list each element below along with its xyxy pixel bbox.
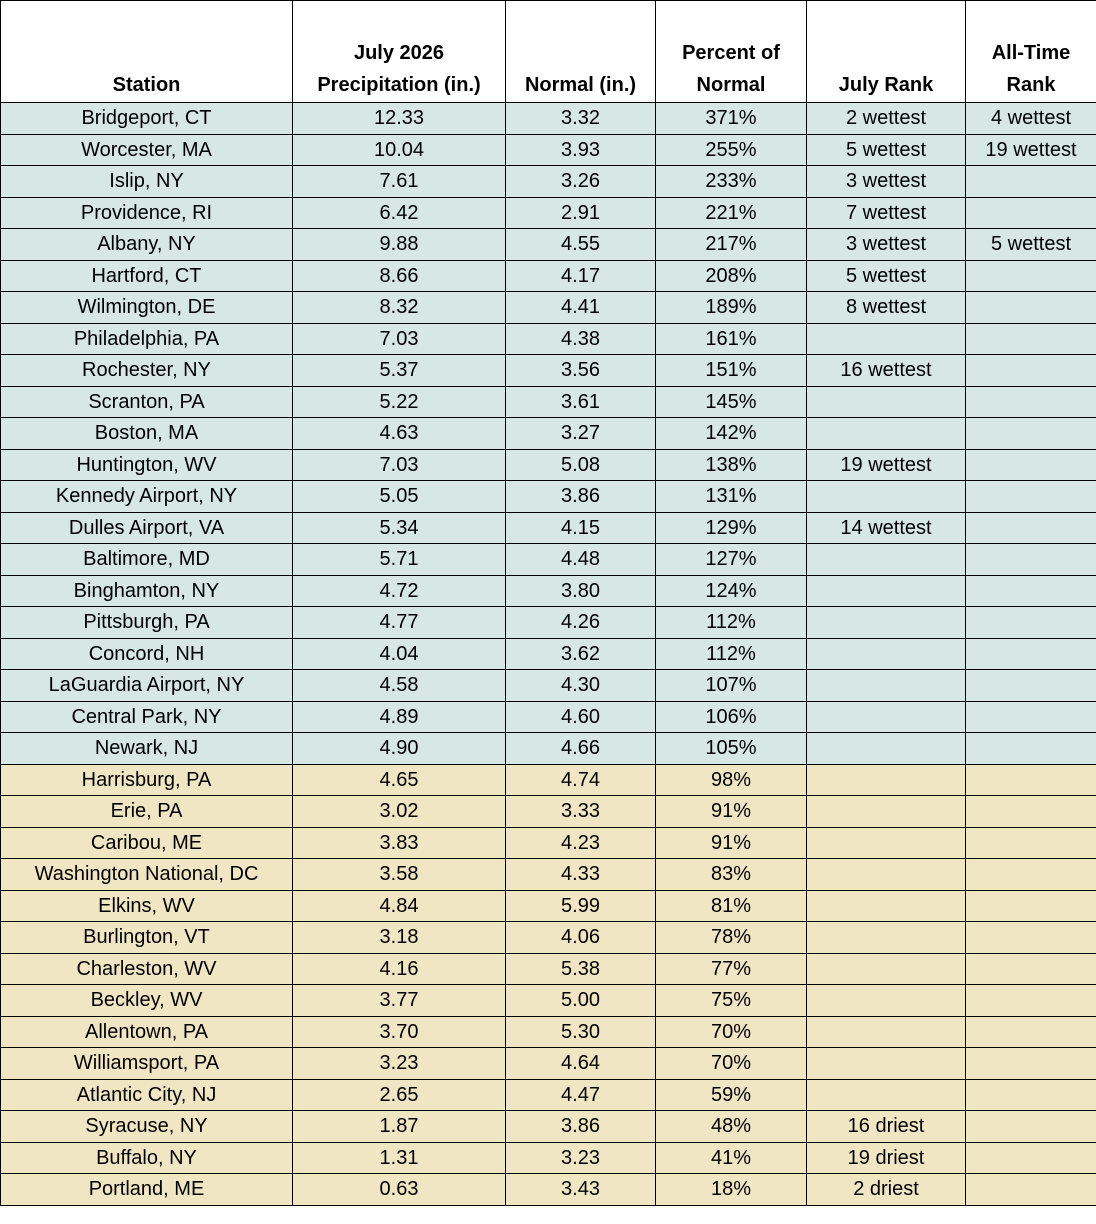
all-time-rank-cell [966, 575, 1096, 607]
table-row [1, 733, 1096, 765]
table-row [1, 796, 1096, 828]
july-rank-cell [807, 575, 966, 607]
all-time-rank-cell [966, 607, 1096, 639]
precipitation-cell: 2.65 [293, 1079, 506, 1111]
normal-cell: 3.56 [506, 355, 656, 387]
july-rank-cell [807, 764, 966, 796]
table-row [1, 701, 1096, 733]
all-time-rank-cell [966, 544, 1096, 576]
table-row [1, 292, 1096, 324]
normal-cell: 4.15 [506, 512, 656, 544]
normal-cell: 3.61 [506, 386, 656, 418]
station-cell: Caribou, ME [1, 827, 293, 859]
percent-of-normal-cell: 208% [656, 260, 807, 292]
normal-cell: 4.17 [506, 260, 656, 292]
all-time-rank-cell [966, 953, 1096, 985]
header-precipitation [293, 1, 506, 103]
july-rank-cell [807, 922, 966, 954]
normal-cell: 4.64 [506, 1048, 656, 1080]
precipitation-cell: 9.88 [293, 229, 506, 261]
percent-of-normal-cell: 221% [656, 197, 807, 229]
july-rank-cell: 8 wettest [807, 292, 966, 324]
normal-cell: 4.33 [506, 859, 656, 891]
station-cell: Burlington, VT [1, 922, 293, 954]
table-row [1, 1174, 1096, 1206]
precipitation-cell: 8.66 [293, 260, 506, 292]
normal-cell: 5.08 [506, 449, 656, 481]
header-precip-line2: Precipitation (in.) [317, 74, 481, 96]
percent-of-normal-cell: 91% [656, 796, 807, 828]
july-rank-cell: 5 wettest [807, 260, 966, 292]
percent-of-normal-cell: 129% [656, 512, 807, 544]
table-row [1, 607, 1096, 639]
normal-cell: 5.30 [506, 1016, 656, 1048]
table-row [1, 260, 1096, 292]
july-rank-cell: 3 wettest [807, 229, 966, 261]
july-rank-cell: 5 wettest [807, 134, 966, 166]
precipitation-cell: 8.32 [293, 292, 506, 324]
station-cell: Rochester, NY [1, 355, 293, 387]
table-row [1, 103, 1096, 135]
july-rank-cell [807, 323, 966, 355]
table-row [1, 418, 1096, 450]
all-time-rank-cell [966, 197, 1096, 229]
normal-cell: 3.86 [506, 481, 656, 513]
normal-cell: 3.93 [506, 134, 656, 166]
precipitation-cell: 5.22 [293, 386, 506, 418]
all-time-rank-cell [966, 166, 1096, 198]
table-row [1, 1142, 1096, 1174]
percent-of-normal-cell: 112% [656, 607, 807, 639]
table-row [1, 1079, 1096, 1111]
station-cell: Boston, MA [1, 418, 293, 450]
normal-cell: 5.00 [506, 985, 656, 1017]
all-time-rank-cell [966, 418, 1096, 450]
july-rank-cell [807, 1048, 966, 1080]
station-cell: Wilmington, DE [1, 292, 293, 324]
percent-of-normal-cell: 138% [656, 449, 807, 481]
station-cell: Charleston, WV [1, 953, 293, 985]
station-cell: Newark, NJ [1, 733, 293, 765]
all-time-rank-cell [966, 481, 1096, 513]
table-row [1, 953, 1096, 985]
july-rank-cell [807, 544, 966, 576]
precipitation-cell: 3.77 [293, 985, 506, 1017]
normal-cell: 4.06 [506, 922, 656, 954]
table-row [1, 323, 1096, 355]
july-rank-cell [807, 733, 966, 765]
precipitation-cell: 4.16 [293, 953, 506, 985]
station-cell: LaGuardia Airport, NY [1, 670, 293, 702]
all-time-rank-cell [966, 922, 1096, 954]
percent-of-normal-cell: 142% [656, 418, 807, 450]
station-cell: Philadelphia, PA [1, 323, 293, 355]
all-time-rank-cell [966, 638, 1096, 670]
normal-cell: 3.27 [506, 418, 656, 450]
all-time-rank-cell [966, 764, 1096, 796]
precipitation-cell: 10.04 [293, 134, 506, 166]
july-rank-cell: 3 wettest [807, 166, 966, 198]
precipitation-cell: 3.70 [293, 1016, 506, 1048]
station-cell: Erie, PA [1, 796, 293, 828]
precipitation-cell: 5.71 [293, 544, 506, 576]
percent-of-normal-cell: 41% [656, 1142, 807, 1174]
percent-of-normal-cell: 112% [656, 638, 807, 670]
all-time-rank-cell [966, 260, 1096, 292]
july-rank-cell [807, 701, 966, 733]
normal-cell: 5.99 [506, 890, 656, 922]
precipitation-cell: 4.77 [293, 607, 506, 639]
percent-of-normal-cell: 59% [656, 1079, 807, 1111]
normal-cell: 4.55 [506, 229, 656, 261]
precipitation-cell: 3.02 [293, 796, 506, 828]
percent-of-normal-cell: 18% [656, 1174, 807, 1206]
july-rank-cell: 16 driest [807, 1111, 966, 1143]
percent-of-normal-cell: 189% [656, 292, 807, 324]
precipitation-cell: 5.34 [293, 512, 506, 544]
precipitation-cell: 1.31 [293, 1142, 506, 1174]
normal-cell: 2.91 [506, 197, 656, 229]
station-cell: Bridgeport, CT [1, 103, 293, 135]
station-cell: Harrisburg, PA [1, 764, 293, 796]
normal-cell: 3.80 [506, 575, 656, 607]
normal-cell: 4.23 [506, 827, 656, 859]
july-rank-cell: 7 wettest [807, 197, 966, 229]
table-row [1, 449, 1096, 481]
percent-of-normal-cell: 131% [656, 481, 807, 513]
station-cell: Atlantic City, NJ [1, 1079, 293, 1111]
header-alltime-line2: Rank [1006, 74, 1056, 96]
normal-cell: 4.30 [506, 670, 656, 702]
table-row [1, 1111, 1096, 1143]
normal-cell: 3.43 [506, 1174, 656, 1206]
july-rank-cell [807, 827, 966, 859]
station-cell: Concord, NH [1, 638, 293, 670]
table-row [1, 575, 1096, 607]
table-row [1, 670, 1096, 702]
table-row [1, 890, 1096, 922]
normal-cell: 4.74 [506, 764, 656, 796]
july-rank-cell: 16 wettest [807, 355, 966, 387]
precipitation-cell: 4.89 [293, 701, 506, 733]
all-time-rank-cell: 4 wettest [966, 103, 1096, 135]
july-rank-cell [807, 859, 966, 891]
station-cell: Binghamton, NY [1, 575, 293, 607]
station-cell: Allentown, PA [1, 1016, 293, 1048]
header-station [1, 1, 293, 103]
table-row [1, 481, 1096, 513]
header-all-time-rank [966, 1, 1096, 103]
header-normal [506, 1, 656, 103]
precipitation-cell: 3.18 [293, 922, 506, 954]
precipitation-cell: 4.72 [293, 575, 506, 607]
station-cell: Kennedy Airport, NY [1, 481, 293, 513]
all-time-rank-cell [966, 701, 1096, 733]
header-station-label: Station [112, 74, 181, 96]
normal-cell: 3.26 [506, 166, 656, 198]
station-cell: Syracuse, NY [1, 1111, 293, 1143]
july-rank-cell [807, 386, 966, 418]
percent-of-normal-cell: 151% [656, 355, 807, 387]
table-body [1, 103, 1096, 1206]
percent-of-normal-cell: 106% [656, 701, 807, 733]
all-time-rank-cell [966, 449, 1096, 481]
precipitation-cell: 3.23 [293, 1048, 506, 1080]
header-percent-of-normal [656, 1, 807, 103]
july-rank-cell: 19 driest [807, 1142, 966, 1174]
station-cell: Islip, NY [1, 166, 293, 198]
normal-cell: 3.23 [506, 1142, 656, 1174]
station-cell: Beckley, WV [1, 985, 293, 1017]
july-rank-cell: 2 wettest [807, 103, 966, 135]
table-row [1, 197, 1096, 229]
normal-cell: 4.41 [506, 292, 656, 324]
percent-of-normal-cell: 371% [656, 103, 807, 135]
precipitation-cell: 4.58 [293, 670, 506, 702]
precipitation-cell: 5.05 [293, 481, 506, 513]
precipitation-cell: 3.58 [293, 859, 506, 891]
july-rank-cell [807, 1016, 966, 1048]
table-row [1, 922, 1096, 954]
percent-of-normal-cell: 77% [656, 953, 807, 985]
percent-of-normal-cell: 145% [656, 386, 807, 418]
all-time-rank-cell [966, 1111, 1096, 1143]
header-alltime-line1: All-Time [991, 42, 1071, 64]
normal-cell: 4.47 [506, 1079, 656, 1111]
all-time-rank-cell: 19 wettest [966, 134, 1096, 166]
precipitation-cell: 4.63 [293, 418, 506, 450]
normal-cell: 4.26 [506, 607, 656, 639]
july-rank-cell [807, 481, 966, 513]
all-time-rank-cell [966, 985, 1096, 1017]
july-rank-cell [807, 670, 966, 702]
station-cell: Dulles Airport, VA [1, 512, 293, 544]
precipitation-cell: 7.03 [293, 449, 506, 481]
percent-of-normal-cell: 98% [656, 764, 807, 796]
table-row [1, 134, 1096, 166]
table-row [1, 544, 1096, 576]
table-row [1, 386, 1096, 418]
station-cell: Albany, NY [1, 229, 293, 261]
precipitation-cell: 7.03 [293, 323, 506, 355]
normal-cell: 4.48 [506, 544, 656, 576]
station-cell: Huntington, WV [1, 449, 293, 481]
table-row [1, 512, 1096, 544]
precipitation-cell: 4.90 [293, 733, 506, 765]
percent-of-normal-cell: 127% [656, 544, 807, 576]
all-time-rank-cell [966, 386, 1096, 418]
header-july-rank-label: July Rank [838, 74, 934, 96]
precipitation-cell: 12.33 [293, 103, 506, 135]
all-time-rank-cell [966, 670, 1096, 702]
table-row [1, 229, 1096, 261]
precipitation-cell: 4.65 [293, 764, 506, 796]
percent-of-normal-cell: 70% [656, 1048, 807, 1080]
station-cell: Worcester, MA [1, 134, 293, 166]
header-precip-line1: July 2026 [353, 42, 445, 64]
all-time-rank-cell [966, 512, 1096, 544]
all-time-rank-cell [966, 1048, 1096, 1080]
station-cell: Providence, RI [1, 197, 293, 229]
station-cell: Pittsburgh, PA [1, 607, 293, 639]
july-rank-cell [807, 953, 966, 985]
normal-cell: 4.60 [506, 701, 656, 733]
percent-of-normal-cell: 233% [656, 166, 807, 198]
precipitation-cell: 1.87 [293, 1111, 506, 1143]
july-rank-cell [807, 607, 966, 639]
all-time-rank-cell [966, 733, 1096, 765]
july-rank-cell [807, 985, 966, 1017]
station-cell: Williamsport, PA [1, 1048, 293, 1080]
july-rank-cell [807, 890, 966, 922]
all-time-rank-cell [966, 1142, 1096, 1174]
percent-of-normal-cell: 70% [656, 1016, 807, 1048]
table-row [1, 985, 1096, 1017]
all-time-rank-cell [966, 859, 1096, 891]
july-rank-cell: 14 wettest [807, 512, 966, 544]
normal-cell: 4.66 [506, 733, 656, 765]
percent-of-normal-cell: 217% [656, 229, 807, 261]
normal-cell: 3.86 [506, 1111, 656, 1143]
percent-of-normal-cell: 83% [656, 859, 807, 891]
all-time-rank-cell [966, 890, 1096, 922]
table-row [1, 638, 1096, 670]
table-row [1, 1016, 1096, 1048]
table-header [1, 1, 1096, 103]
percent-of-normal-cell: 78% [656, 922, 807, 954]
precipitation-cell: 5.37 [293, 355, 506, 387]
july-rank-cell [807, 638, 966, 670]
normal-cell: 3.62 [506, 638, 656, 670]
percent-of-normal-cell: 124% [656, 575, 807, 607]
header-july-rank [807, 1, 966, 103]
all-time-rank-cell [966, 292, 1096, 324]
percent-of-normal-cell: 161% [656, 323, 807, 355]
station-cell: Baltimore, MD [1, 544, 293, 576]
normal-cell: 4.38 [506, 323, 656, 355]
station-cell: Hartford, CT [1, 260, 293, 292]
precipitation-cell: 4.84 [293, 890, 506, 922]
percent-of-normal-cell: 91% [656, 827, 807, 859]
precipitation-cell: 6.42 [293, 197, 506, 229]
july-rank-cell: 19 wettest [807, 449, 966, 481]
all-time-rank-cell [966, 827, 1096, 859]
all-time-rank-cell [966, 1079, 1096, 1111]
all-time-rank-cell [966, 1016, 1096, 1048]
percent-of-normal-cell: 255% [656, 134, 807, 166]
station-cell: Washington National, DC [1, 859, 293, 891]
precipitation-cell: 4.04 [293, 638, 506, 670]
july-rank-cell: 2 driest [807, 1174, 966, 1206]
percent-of-normal-cell: 107% [656, 670, 807, 702]
header-pct-line2: Normal [696, 74, 766, 96]
table-row [1, 859, 1096, 891]
all-time-rank-cell [966, 1174, 1096, 1206]
station-cell: Scranton, PA [1, 386, 293, 418]
normal-cell: 3.33 [506, 796, 656, 828]
table-row [1, 355, 1096, 387]
percent-of-normal-cell: 105% [656, 733, 807, 765]
all-time-rank-cell [966, 323, 1096, 355]
station-cell: Central Park, NY [1, 701, 293, 733]
normal-cell: 5.38 [506, 953, 656, 985]
table-row [1, 1048, 1096, 1080]
station-cell: Portland, ME [1, 1174, 293, 1206]
all-time-rank-cell: 5 wettest [966, 229, 1096, 261]
header-pct-line1: Percent of [682, 42, 780, 64]
july-rank-cell [807, 796, 966, 828]
percent-of-normal-cell: 75% [656, 985, 807, 1017]
table-row [1, 764, 1096, 796]
percent-of-normal-cell: 48% [656, 1111, 807, 1143]
table-row [1, 166, 1096, 198]
july-rank-cell [807, 418, 966, 450]
station-cell: Elkins, WV [1, 890, 293, 922]
header-row [1, 1, 1096, 103]
july-rank-cell [807, 1079, 966, 1111]
station-cell: Buffalo, NY [1, 1142, 293, 1174]
table-row [1, 827, 1096, 859]
normal-cell: 3.32 [506, 103, 656, 135]
precipitation-cell: 3.83 [293, 827, 506, 859]
all-time-rank-cell [966, 355, 1096, 387]
header-normal-label: Normal (in.) [524, 74, 637, 96]
precipitation-cell: 0.63 [293, 1174, 506, 1206]
precipitation-cell: 7.61 [293, 166, 506, 198]
percent-of-normal-cell: 81% [656, 890, 807, 922]
all-time-rank-cell [966, 796, 1096, 828]
